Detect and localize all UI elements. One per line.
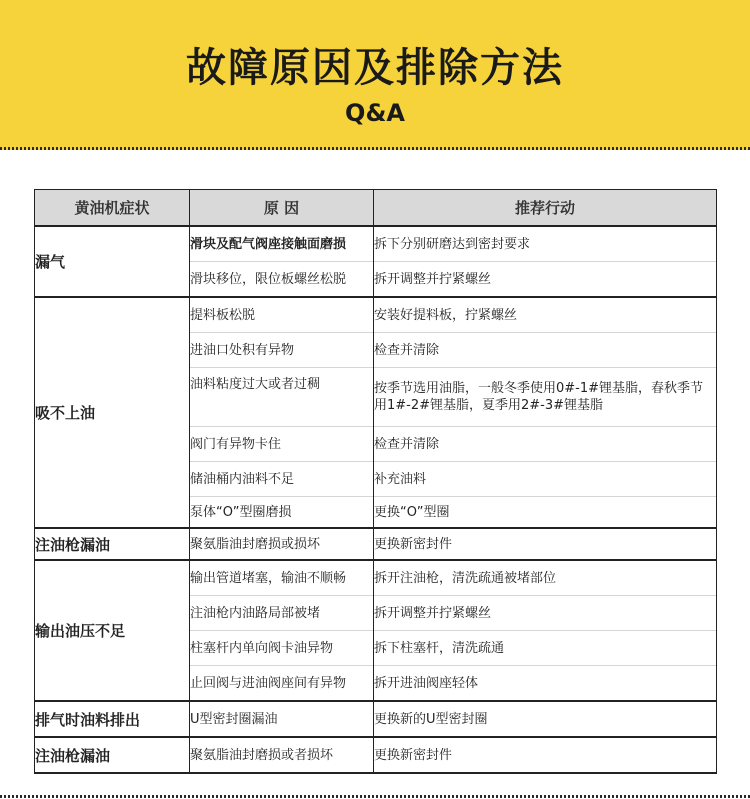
table-header-row [35,190,717,227]
cause-cell: 油料粘度过大或者过稠 [190,368,374,427]
cause-cell: 注油枪内油路局部被堵 [190,596,374,631]
action-cell: 拆开调整并拧紧螺丝 [374,262,717,298]
cause-cell: 提料板松脱 [190,297,374,333]
symptom-cell: 输出油压不足 [35,560,190,701]
table-row [35,528,717,560]
column-header-action: 推荐行动 [374,190,717,227]
action-cell: 更换新密封件 [374,737,717,773]
cause-cell: 聚氨脂油封磨损或者损坏 [190,737,374,773]
cause-cell: U型密封圈漏油 [190,701,374,737]
table-row [35,560,717,596]
symptom-cell: 漏气 [35,226,190,297]
action-cell: 拆开调整并拧紧螺丝 [374,596,717,631]
action-cell: 安装好提料板，拧紧螺丝 [374,297,717,333]
action-cell: 拆下分别研磨达到密封要求 [374,226,717,262]
cause-cell: 泵体“O”型圈磨损 [190,497,374,529]
table-row [35,226,717,262]
action-cell: 更换“O”型圈 [374,497,717,529]
action-cell: 补充油料 [374,462,717,497]
header-banner [0,0,750,150]
action-cell: 拆开进油阀座轻体 [374,666,717,702]
symptom-cell: 注油枪漏油 [35,528,190,560]
action-cell: 拆开注油枪，清洗疏通被堵部位 [374,560,717,596]
cause-cell: 储油桶内油料不足 [190,462,374,497]
cause-cell: 进油口处积有异物 [190,333,374,368]
action-cell: 更换新密封件 [374,528,717,560]
dotted-divider-bottom [0,795,750,798]
column-header-cause: 原 因 [190,190,374,227]
table-row [35,297,717,333]
action-cell: 按季节选用油脂，一般冬季使用0#-1#锂基脂，春秋季节用1#-2#锂基脂，夏季用2#-3#锂基脂 [374,368,717,427]
cause-cell: 聚氨脂油封磨损或损坏 [190,528,374,560]
cause-cell: 滑块移位，限位板螺丝松脱 [190,262,374,298]
action-cell: 更换新的U型密封圈 [374,701,717,737]
table-row [35,701,717,737]
action-cell: 检查并清除 [374,333,717,368]
cause-cell: 滑块及配气阀座接触面磨损 [190,226,374,262]
page-subtitle: Q&A [345,99,405,127]
cause-cell: 阀门有异物卡住 [190,427,374,462]
action-cell: 拆下柱塞杆，清洗疏通 [374,631,717,666]
symptom-cell: 吸不上油 [35,297,190,528]
symptom-cell: 注油枪漏油 [35,737,190,773]
troubleshooting-table [34,189,717,774]
dotted-divider-top [0,147,750,150]
cause-cell: 柱塞杆内单向阀卡油异物 [190,631,374,666]
cause-cell: 止回阀与进油阀座间有异物 [190,666,374,702]
page-title: 故障原因及排除方法 [186,45,564,91]
column-header-symptom: 黄油机症状 [35,190,190,227]
action-cell: 检查并清除 [374,427,717,462]
cause-cell: 输出管道堵塞，输油不顺畅 [190,560,374,596]
table-row [35,737,717,773]
symptom-cell: 排气时油料排出 [35,701,190,737]
